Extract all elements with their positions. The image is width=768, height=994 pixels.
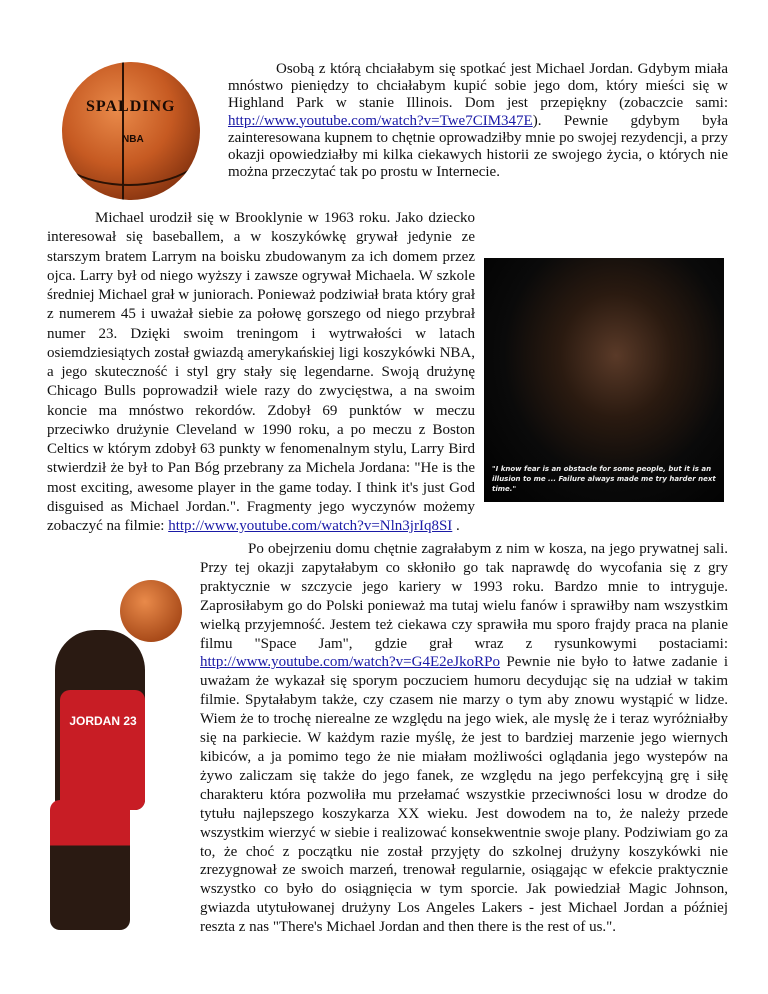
youtube-link-highlights[interactable]: http://www.youtube.com/watch?v=Nln3jrIq8SI [168, 518, 453, 534]
youtube-link-house[interactable]: http://www.youtube.com/watch?v=Twe7CIM347E [228, 112, 533, 129]
paragraph-biography [47, 209, 475, 536]
jordan-portrait-image [484, 258, 724, 502]
paragraph-text: ). Pewnie gdybym była zainteresowana kupnem to chętnie oprowadziłby mnie po swojej rezydencji, a przy okazji opowiedziałby mi kilka ciekawych historii ze swojego życia, o których nie można przeczytać tak po prostu w Internecie. [228, 112, 728, 181]
ball-seam [122, 62, 124, 200]
paragraph-text: Osobą z którą chciałabym się spotkać jest Michael Jordan. Gdybym miała mnóstwo pieniędzy to chciałabym kupić sobie jego dom, który mieści się w Highland Park w stanie Illinois. Dom jest przepiękny (zobaczcie sami: [228, 61, 728, 112]
paragraph-text: Michael urodził się w Brooklynie w 1963 roku. Jako dziecko interesował się baseballem, a w koszykówkę grywał jedynie ze starszym bratem Larrym na boisku zbudowanym za ich domem przez ojca. Larry był od niego wyższy i zawsze ogrywał Michaela. W szkole średniej Michael grał w juniorach. Ponieważ podziwiał brata który grał z numerem 45 i uważał siebie za połowę gorszego od niego przybrał numer 23. Dzięki swoim treningom i wytrwałości w latach osiemdziesiątych został gwiazdą amerykańskiej ligi koszykówki NBA, a jego skuteczność i styl gry stały się legendarne. Swoją drużynę Chicago Bulls poprowadził wiele razy do zwycięstwa, a na swoim koncie ma mnóstwo rekordów. Zdobył 69 punktów w meczu przeciwko drużynie Cleveland w 1990 roku, a po meczu z Boston Celtics w którym zdobył 63 punkty w fenomenalnym stylu, Larry Bird stwierdził że był to Pan Bóg przebrany za Michela Jordana: "He is the most exciting, awesome player in the game today. I think it's just God disguised as Michael Jordan.". Fragmenty jego wyczynów możemy zobaczyć na filmie: [47, 210, 475, 534]
player-legs [50, 800, 130, 930]
basketball-image [62, 62, 200, 200]
paragraph-intro [228, 61, 728, 181]
portrait-quote: "I know fear is an obstacle for some people, but it is an illusion to me ... Failure always made me try harder next time." [492, 465, 716, 493]
paragraph-meeting [200, 540, 728, 937]
jordan-dunk-image [25, 580, 197, 930]
jersey-lettering: JORDAN 23 [69, 714, 137, 728]
paragraph-text: . [452, 518, 460, 534]
paragraph-text: Po obejrzeniu domu chętnie zagrałabym z nim w kosza, na jego prywatnej sali. Przy tej okazji zapytałabym co skłoniło go tak naprawdę do wycofania się z gry praktycznie w szczycie jego kariery w 1993 roku. Bardzo mnie to intryguje. Zaprosiłabym go do Polski ponieważ ma tutaj wielu fanów i sprawiłby nam wszystkim wielką przyjemność. Jestem też ciekawa czy sprawiła mu sporo frajdy praca na planie filmu "Space Jam", gdzie grał wraz z rysunkowymi postaciami: [200, 541, 728, 652]
nba-logo: NBA [122, 134, 144, 145]
basketball-in-hand [120, 580, 182, 642]
spalding-logo: SPALDING [86, 98, 176, 115]
bulls-jersey [60, 690, 145, 810]
youtube-link-space-jam[interactable]: http://www.youtube.com/watch?v=G4E2eJkoRPo [200, 654, 500, 671]
paragraph-text: Pewnie nie było to łatwe zadanie i uważam że wykazał się sporym poczuciem humoru decydując się na udział w takim filmie. Spytałabym także, czy czasem nie marzy o tym aby znowu wystąpić w lidze. Wiem że to trochę nierealne ze względu na jego wiek, ale myslę że i teraz wyróżniałby się na parkiecie. W każdym razie myślę, że jest to bardziej marzenie jego wiernych kibiców, a ja pomimo tego że nie miałam możliwości oglądania jego wystepów na żywo zaliczam się także do jego fanek, ze względu na jego perfekcyjną grę i siłę charakteru która pozwoliła mu przełamać wszystkie przeciwności losu w drodze do tytułu najlepszego koszykarza XX wieku. Jest dowodem na to, że należy przede wszystkim wierzyć w siebie i realizować konsekwentnie swoje plany. Podziwiam go za to, że choć z początku nie został przyjęty do szkolnej drużyny koszykówki nie zrezygnował ze swoich marzeń, trenował regularnie, osiągając w efekcie praktycznie wszystko co było do osiągnięcia w tym sporcie. Jak powiedział Magic Johnson, gwiazda utytułowanej drużyny Los Angeles Lakers - jest Michael Jordan a później reszta z nas "There's Michael Jordan and then there is the rest of us.". [200, 654, 728, 936]
